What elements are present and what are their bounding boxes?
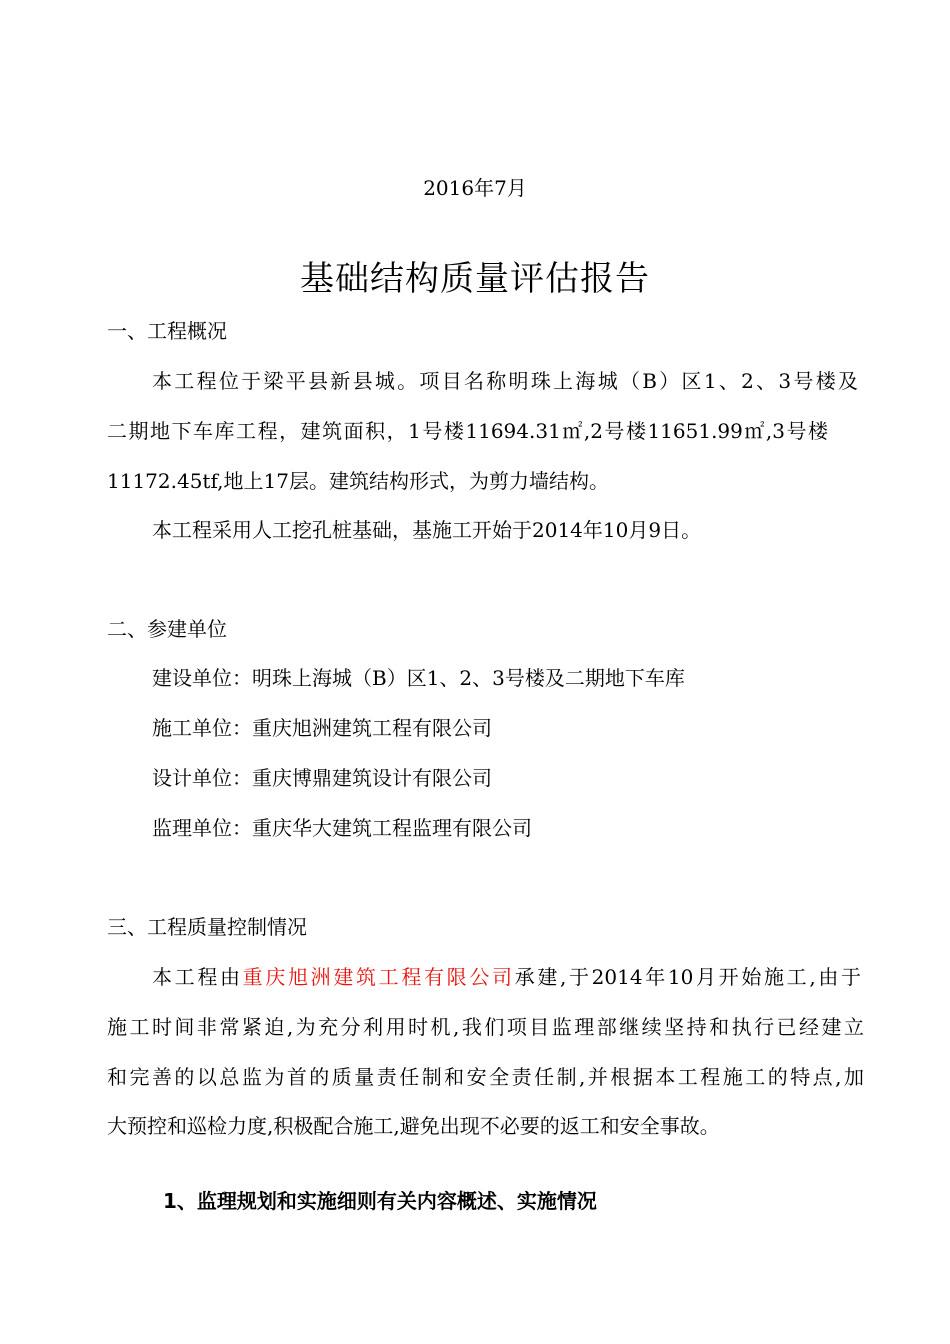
section-3-heading: 三、工程质量控制情况 (107, 915, 307, 939)
section-2-heading: 二、参建单位 (107, 617, 227, 641)
contractor-name-highlight: 重庆旭洲建筑工程有限公司 (242, 965, 515, 989)
report-title: 基础结构质量评估报告 (300, 259, 650, 299)
builder-unit: 施工单位：重庆旭洲建筑工程有限公司 (152, 716, 492, 740)
overview-line-1: 本工程位于梁平县新县城。项目名称明珠上海城（B）区1、2、3号楼及 (152, 369, 858, 393)
quality-control-line-3: 和完善的以总监为首的质量责任制和安全责任制,并根据本工程施工的特点,加 (107, 1065, 864, 1089)
foundation-info: 本工程采用人工挖孔桩基础，基施工开始于2014年10月9日。 (152, 518, 702, 542)
quality-control-line-2: 施工时间非常紧迫,为充分利用时机,我们项目监理部继续坚持和执行已经建立 (107, 1015, 864, 1039)
overview-line-3: 11172.45tf,地上17层。建筑结构形式，为剪力墙结构。 (107, 469, 609, 493)
overview-line-2: 二期地下车库工程，建筑面积，1号楼11694.31㎡,2号楼11651.99㎡,3号楼 (107, 419, 828, 443)
quality-control-line-4: 大预控和巡检力度,积极配合施工,避免出现不必要的返工和安全事故。 (107, 1114, 720, 1138)
construction-unit: 建设单位：明珠上海城（B）区1、2、3号楼及二期地下车库 (152, 666, 685, 690)
design-unit: 设计单位：重庆博鼎建筑设计有限公司 (152, 766, 492, 790)
supervision-unit: 监理单位：重庆华大建筑工程监理有限公司 (152, 816, 532, 840)
section-1-heading: 一、工程概况 (107, 319, 227, 343)
line-suffix: 承建,于2014年10月开始施工,由于 (514, 965, 862, 989)
subsection-heading: 1、监理规划和实施细则有关内容概述、实施情况 (163, 1189, 597, 1213)
quality-control-line-1 (152, 962, 861, 992)
line-prefix: 本工程由 (152, 965, 243, 989)
report-date: 2016年7月 (423, 176, 527, 200)
